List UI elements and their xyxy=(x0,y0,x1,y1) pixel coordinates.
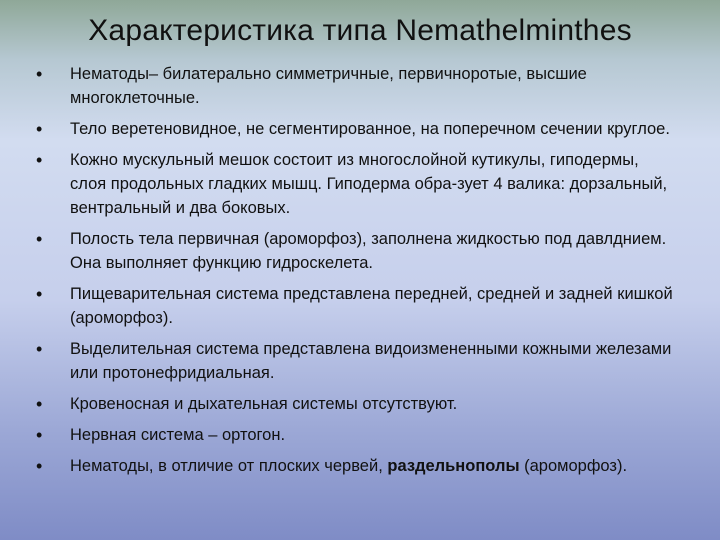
bullet-text: Тело веретеновидное, не сегментированное, на поперечном сечении круглое. xyxy=(70,120,670,138)
list-item xyxy=(36,62,676,110)
list-item xyxy=(36,337,676,385)
list-item xyxy=(36,423,676,447)
bullet-text: Пищеварительная система представлена передней, средней и задней кишкой (ароморфоз). xyxy=(70,285,673,327)
bullet-icon: • xyxy=(36,456,43,476)
bullet-text: Нервная система – ортогон. xyxy=(70,426,286,444)
slide-title: Характеристика типа Nemathelminthes xyxy=(88,14,632,47)
bullet-icon: • xyxy=(36,425,43,445)
bullet-list xyxy=(36,62,676,485)
bullet-icon: • xyxy=(36,119,43,139)
bullet-text: Выделительная система представлена видоизмененными кожными железами или протонефридиальная. xyxy=(70,340,672,382)
list-item xyxy=(36,282,676,330)
bullet-icon: • xyxy=(36,394,43,414)
bullet-icon: • xyxy=(36,150,43,170)
bullet-icon: • xyxy=(36,284,43,304)
list-item xyxy=(36,392,676,416)
list-item xyxy=(36,148,676,220)
bullet-text: Кровеносная и дыхательная системы отсутствуют. xyxy=(70,395,458,413)
list-item xyxy=(36,454,676,478)
bullet-icon: • xyxy=(36,229,43,249)
bullet-text-bold: раздельнополы xyxy=(387,457,520,475)
bullet-text: Нематоды– билатерально симметричные, первичноротые, высшие многоклеточные. xyxy=(70,65,587,107)
bullet-text-after: (ароморфоз). xyxy=(519,457,628,475)
bullet-text-before: Нематоды, в отличие от плоских червей, xyxy=(70,457,388,475)
bullet-text: Кожно мускульный мешок состоит из многослойной кутикулы, гиподермы, слоя продольных гладких мышц. Гиподерма обра-зует 4 валика: дорзальный, вентральный и два боковых. xyxy=(70,151,668,217)
bullet-icon: • xyxy=(36,64,43,84)
list-item xyxy=(36,117,676,141)
list-item xyxy=(36,227,676,275)
bullet-icon: • xyxy=(36,339,43,359)
bullet-text: Полость тела первичная (ароморфоз), заполнена жидкостью под давлднием. Она выполняет функцию гидроскелета. xyxy=(70,230,667,272)
